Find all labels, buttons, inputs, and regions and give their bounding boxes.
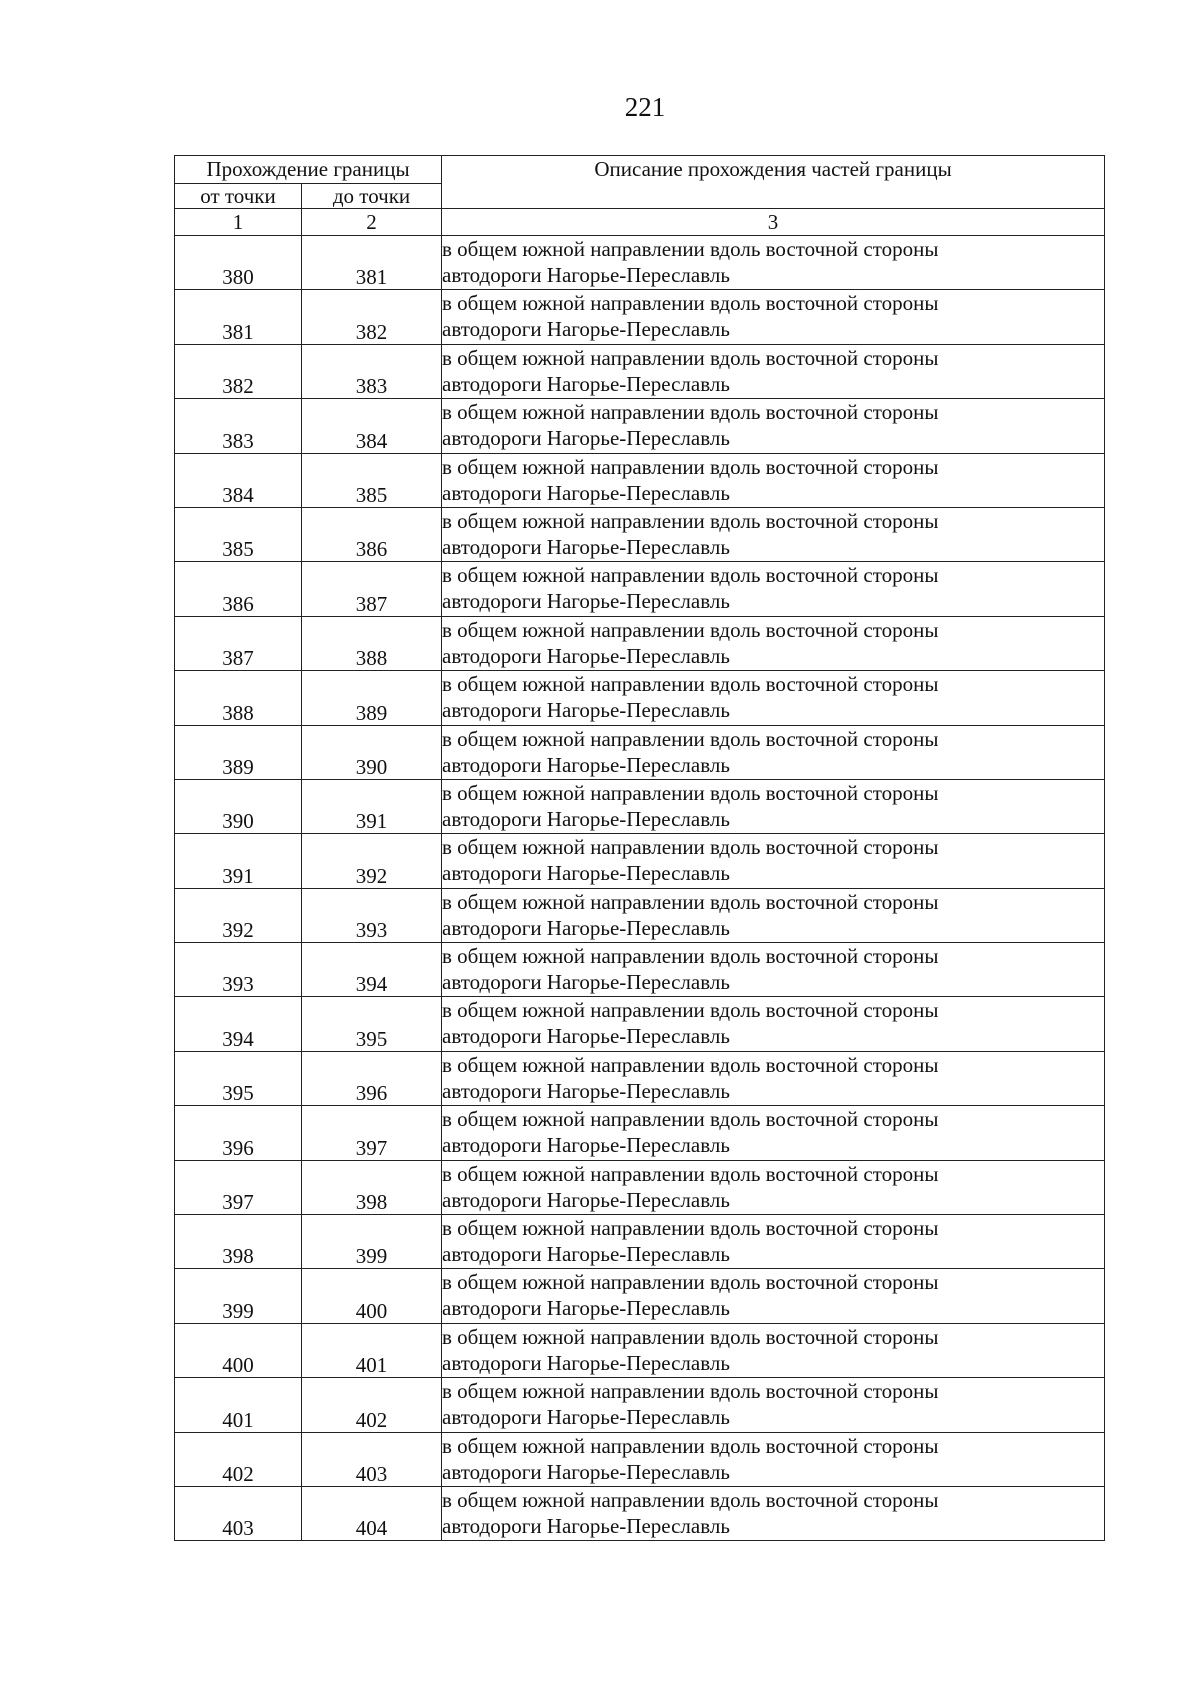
from-point-cell: 392 (175, 888, 302, 942)
description-cell (442, 1269, 1105, 1323)
description-cell (442, 236, 1105, 290)
description-cell (442, 344, 1105, 398)
from-point-cell: 388 (175, 671, 302, 725)
description-cell (442, 562, 1105, 616)
table-row (175, 236, 1105, 290)
description-cell (442, 888, 1105, 942)
from-point-cell: 380 (175, 236, 302, 290)
from-point-cell: 391 (175, 834, 302, 888)
table-body (175, 236, 1105, 1541)
from-point-cell: 382 (175, 344, 302, 398)
from-point-cell: 390 (175, 779, 302, 833)
to-point-cell: 387 (302, 562, 442, 616)
description-line-1: в общем южной направлении вдоль восточной стороны (442, 726, 939, 751)
description-line-2: автодороги Нагорье-Переславль (442, 1078, 730, 1103)
table-header (175, 156, 1105, 236)
from-point-cell: 396 (175, 1106, 302, 1160)
from-point-cell: 394 (175, 997, 302, 1051)
table-row (175, 888, 1105, 942)
table-row (175, 1378, 1105, 1432)
description-line-2: автодороги Нагорье-Переславль (442, 263, 730, 287)
from-point-cell: 397 (175, 1160, 302, 1214)
description-line-1: в общем южной направлении вдоль восточной стороны (442, 1487, 939, 1512)
description-line-2: автодороги Нагорье-Переславль (442, 1296, 730, 1321)
description-header: Описание прохождения частей границы (442, 156, 1105, 209)
to-point-cell: 389 (302, 671, 442, 725)
to-point-cell: 392 (302, 834, 442, 888)
table-row (175, 943, 1105, 997)
to-point-cell: 383 (302, 344, 442, 398)
to-point-cell: 399 (302, 1215, 442, 1269)
to-point-cell: 401 (302, 1323, 442, 1377)
description-cell (442, 1106, 1105, 1160)
description-cell (442, 725, 1105, 779)
description-line-2: автодороги Нагорье-Переславль (442, 1513, 730, 1538)
description-line-1: в общем южной направлении вдоль восточной стороны (442, 400, 939, 425)
description-line-1: в общем южной направлении вдоль восточной стороны (442, 1324, 939, 1349)
from-point-cell: 383 (175, 399, 302, 453)
description-line-1: в общем южной направлении вдоль восточной стороны (442, 291, 939, 316)
description-cell (442, 943, 1105, 997)
description-cell (442, 834, 1105, 888)
description-cell (442, 779, 1105, 833)
from-point-cell: 389 (175, 725, 302, 779)
table-row (175, 616, 1105, 670)
table-row (175, 562, 1105, 616)
description-line-2: автодороги Нагорье-Переславль (442, 752, 730, 777)
table-row (175, 1051, 1105, 1105)
table-row (175, 1160, 1105, 1214)
description-cell (442, 1323, 1105, 1377)
description-line-2: автодороги Нагорье-Переславль (442, 970, 730, 995)
description-line-1: в общем южной направлении вдоль восточной стороны (442, 1270, 939, 1295)
from-point-cell: 381 (175, 290, 302, 344)
description-line-1: в общем южной направлении вдоль восточной стороны (442, 998, 939, 1023)
table-row (175, 1106, 1105, 1160)
to-point-cell: 396 (302, 1051, 442, 1105)
description-line-1: в общем южной направлении вдоль восточной стороны (442, 835, 939, 860)
description-cell (442, 1432, 1105, 1486)
description-line-1: в общем южной направлении вдоль восточной стороны (442, 780, 939, 805)
description-line-2: автодороги Нагорье-Переславль (442, 1187, 730, 1212)
description-line-1: в общем южной направлении вдоль восточной стороны (442, 1216, 939, 1241)
table-row (175, 290, 1105, 344)
description-line-2: автодороги Нагорье-Переславль (442, 1133, 730, 1158)
table-row (175, 344, 1105, 398)
to-point-cell: 402 (302, 1378, 442, 1432)
to-point-cell: 384 (302, 399, 442, 453)
description-line-1: в общем южной направлении вдоль восточной стороны (442, 672, 939, 697)
description-line-2: автодороги Нагорье-Переславль (442, 915, 730, 940)
description-line-1: в общем южной направлении вдоль восточной стороны (442, 1052, 939, 1077)
description-cell (442, 1051, 1105, 1105)
description-cell (442, 997, 1105, 1051)
description-line-2: автодороги Нагорье-Переславль (442, 1459, 730, 1484)
table-row (175, 1323, 1105, 1377)
description-cell (442, 507, 1105, 561)
to-point-cell: 391 (302, 779, 442, 833)
description-cell (442, 1215, 1105, 1269)
description-line-1: в общем южной направлении вдоль восточной стороны (442, 1433, 939, 1458)
description-line-2: автодороги Нагорье-Переславль (442, 1242, 730, 1267)
table-row (175, 725, 1105, 779)
to-point-cell: 395 (302, 997, 442, 1051)
description-line-1: в общем южной направлении вдоль восточной стороны (442, 944, 939, 969)
to-point-cell: 381 (302, 236, 442, 290)
from-point-cell: 398 (175, 1215, 302, 1269)
table-row (175, 1432, 1105, 1486)
from-point-cell: 387 (175, 616, 302, 670)
from-point-cell: 401 (175, 1378, 302, 1432)
boundary-group-header: Прохождение границы (175, 156, 442, 184)
from-point-cell: 399 (175, 1269, 302, 1323)
to-point-cell: 403 (302, 1432, 442, 1486)
table-row (175, 671, 1105, 725)
from-point-cell: 385 (175, 507, 302, 561)
description-line-2: автодороги Нагорье-Переславль (442, 1024, 730, 1049)
to-point-cell: 400 (302, 1269, 442, 1323)
description-cell (442, 453, 1105, 507)
from-point-cell: 393 (175, 943, 302, 997)
table-row (175, 1486, 1105, 1540)
description-line-2: автодороги Нагорье-Переславль (442, 317, 730, 342)
description-cell (442, 290, 1105, 344)
to-point-cell: 398 (302, 1160, 442, 1214)
description-line-1: в общем южной направлении вдоль восточной стороны (442, 237, 939, 261)
from-point-cell: 386 (175, 562, 302, 616)
to-point-cell: 388 (302, 616, 442, 670)
table-row (175, 779, 1105, 833)
description-cell (442, 1486, 1105, 1540)
to-point-header: до точки (302, 184, 442, 209)
to-point-cell: 404 (302, 1486, 442, 1540)
table-row (175, 1269, 1105, 1323)
description-line-2: автодороги Нагорье-Переславль (442, 1405, 730, 1430)
description-line-2: автодороги Нагорье-Переславль (442, 371, 730, 396)
column-number-2: 2 (302, 209, 442, 236)
description-line-1: в общем южной направлении вдоль восточной стороны (442, 889, 939, 914)
column-number-3: 3 (442, 209, 1105, 236)
description-cell (442, 671, 1105, 725)
from-point-header: от точки (175, 184, 302, 209)
description-line-1: в общем южной направлении вдоль восточной стороны (442, 508, 939, 533)
to-point-cell: 397 (302, 1106, 442, 1160)
description-line-1: в общем южной направлении вдоль восточной стороны (442, 454, 939, 479)
description-cell (442, 399, 1105, 453)
description-line-2: автодороги Нагорье-Переславль (442, 698, 730, 723)
description-line-2: автодороги Нагорье-Переславль (442, 426, 730, 451)
description-line-2: автодороги Нагорье-Переславль (442, 643, 730, 668)
to-point-cell: 390 (302, 725, 442, 779)
description-line-2: автодороги Нагорье-Переславль (442, 806, 730, 831)
table-row (175, 453, 1105, 507)
description-line-2: автодороги Нагорье-Переславль (442, 861, 730, 886)
description-line-1: в общем южной направлении вдоль восточной стороны (442, 563, 939, 588)
from-point-cell: 384 (175, 453, 302, 507)
description-line-1: в общем южной направлении вдоль восточной стороны (442, 617, 939, 642)
to-point-cell: 386 (302, 507, 442, 561)
description-line-1: в общем южной направлении вдоль восточной стороны (442, 1161, 939, 1186)
from-point-cell: 402 (175, 1432, 302, 1486)
description-line-2: автодороги Нагорье-Переславль (442, 480, 730, 505)
from-point-cell: 403 (175, 1486, 302, 1540)
description-line-2: автодороги Нагорье-Переславль (442, 534, 730, 559)
to-point-cell: 385 (302, 453, 442, 507)
description-line-2: автодороги Нагорье-Переславль (442, 589, 730, 614)
from-point-cell: 395 (175, 1051, 302, 1105)
boundary-table (174, 155, 1105, 1541)
from-point-cell: 400 (175, 1323, 302, 1377)
table-row (175, 997, 1105, 1051)
description-cell (442, 616, 1105, 670)
table-row (175, 399, 1105, 453)
description-line-1: в общем южной направлении вдоль восточной стороны (442, 1107, 939, 1132)
to-point-cell: 394 (302, 943, 442, 997)
page-number: 221 (624, 92, 666, 122)
table-row (175, 834, 1105, 888)
description-line-1: в общем южной направлении вдоль восточной стороны (442, 1379, 939, 1404)
table-row (175, 507, 1105, 561)
description-cell (442, 1378, 1105, 1432)
description-line-1: в общем южной направлении вдоль восточной стороны (442, 345, 939, 370)
to-point-cell: 382 (302, 290, 442, 344)
table-row (175, 1215, 1105, 1269)
to-point-cell: 393 (302, 888, 442, 942)
column-number-1: 1 (175, 209, 302, 236)
description-cell (442, 1160, 1105, 1214)
description-line-2: автодороги Нагорье-Переславль (442, 1350, 730, 1375)
